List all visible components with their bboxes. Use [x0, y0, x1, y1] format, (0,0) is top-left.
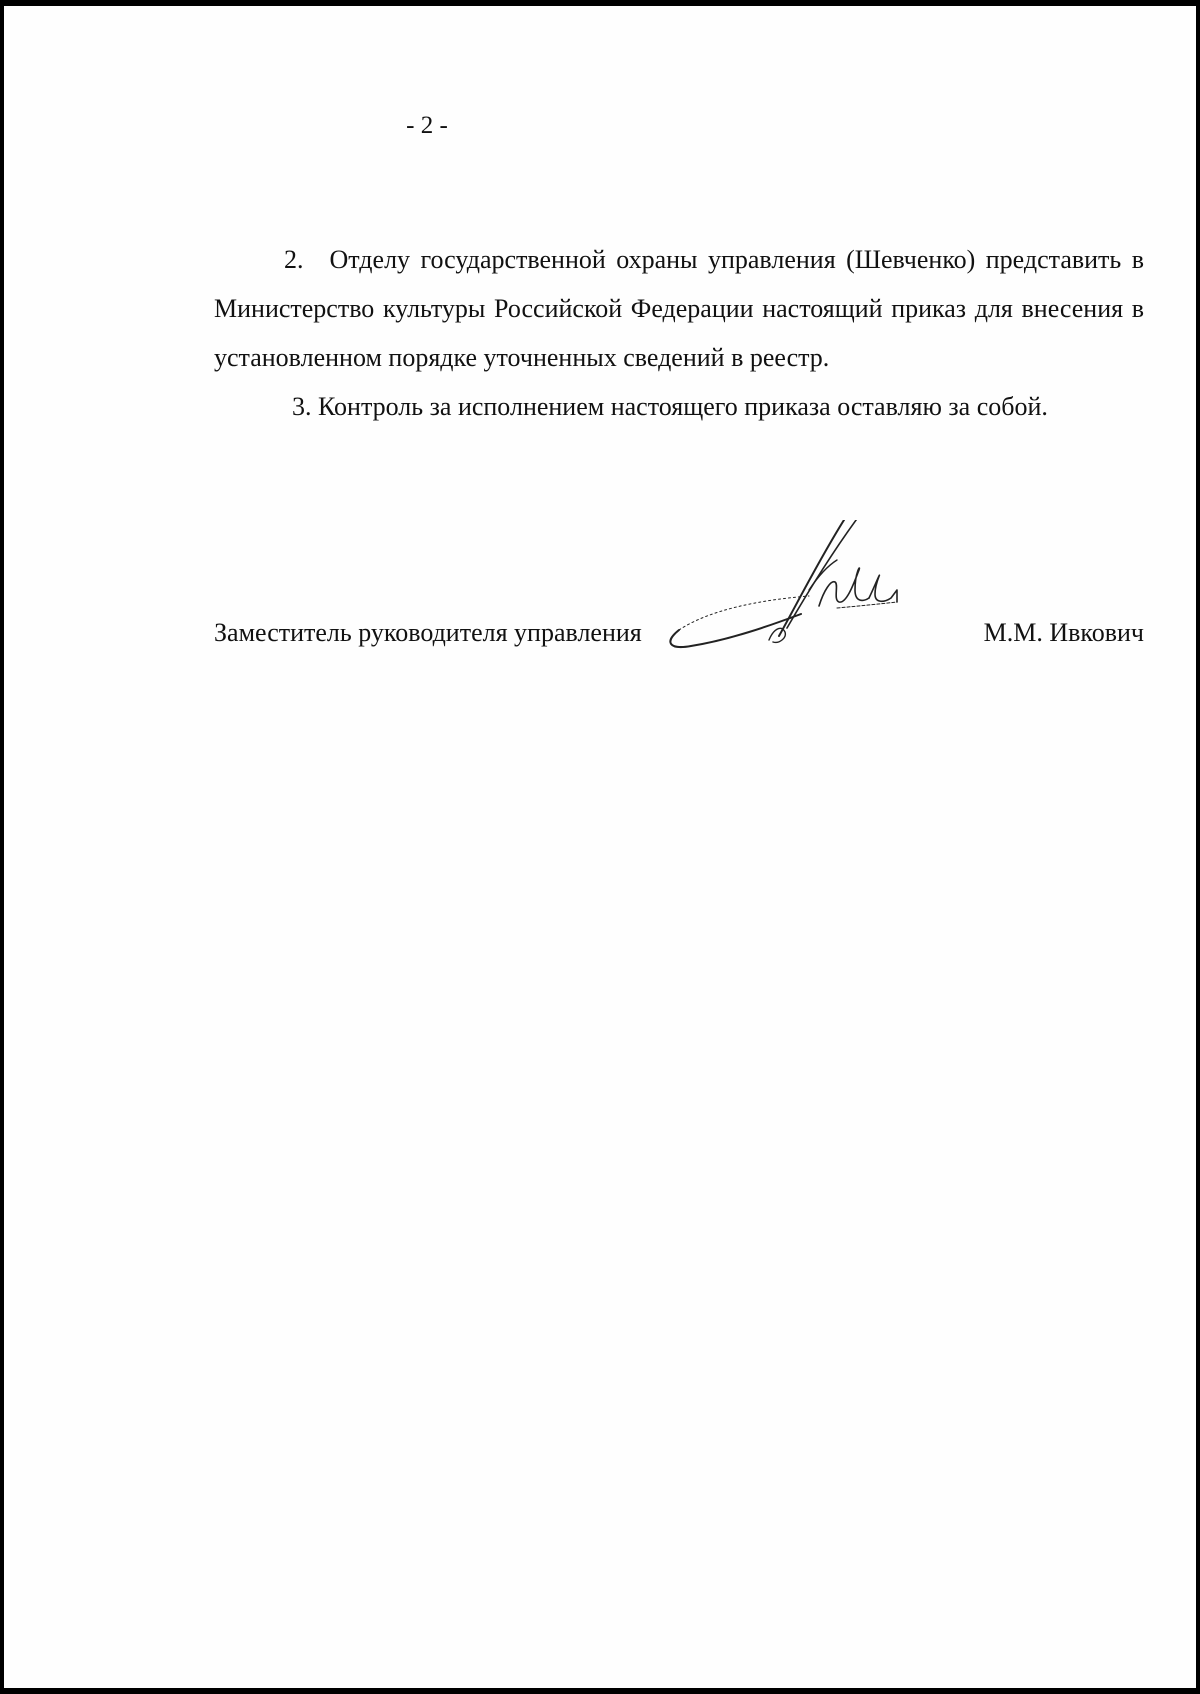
- handwritten-signature-icon: [669, 520, 969, 700]
- paragraph-2: 2. Отделу государственной охраны управления (Шевченко) представить в Министерство культуры Российской Федерации настоящий приказ для внесения в установленном порядке уточненных сведений в реестр.: [214, 245, 1144, 372]
- document-body: [214, 235, 1144, 431]
- signer-title: Заместитель руководителя управления: [214, 618, 642, 647]
- document-page: [4, 6, 1196, 1688]
- signer-name: М.М. Ивкович: [983, 618, 1144, 647]
- page-number: - 2 -: [406, 112, 448, 139]
- paragraph-3: 3. Контроль за исполнением настоящего приказа оставляю за собой.: [292, 392, 1048, 421]
